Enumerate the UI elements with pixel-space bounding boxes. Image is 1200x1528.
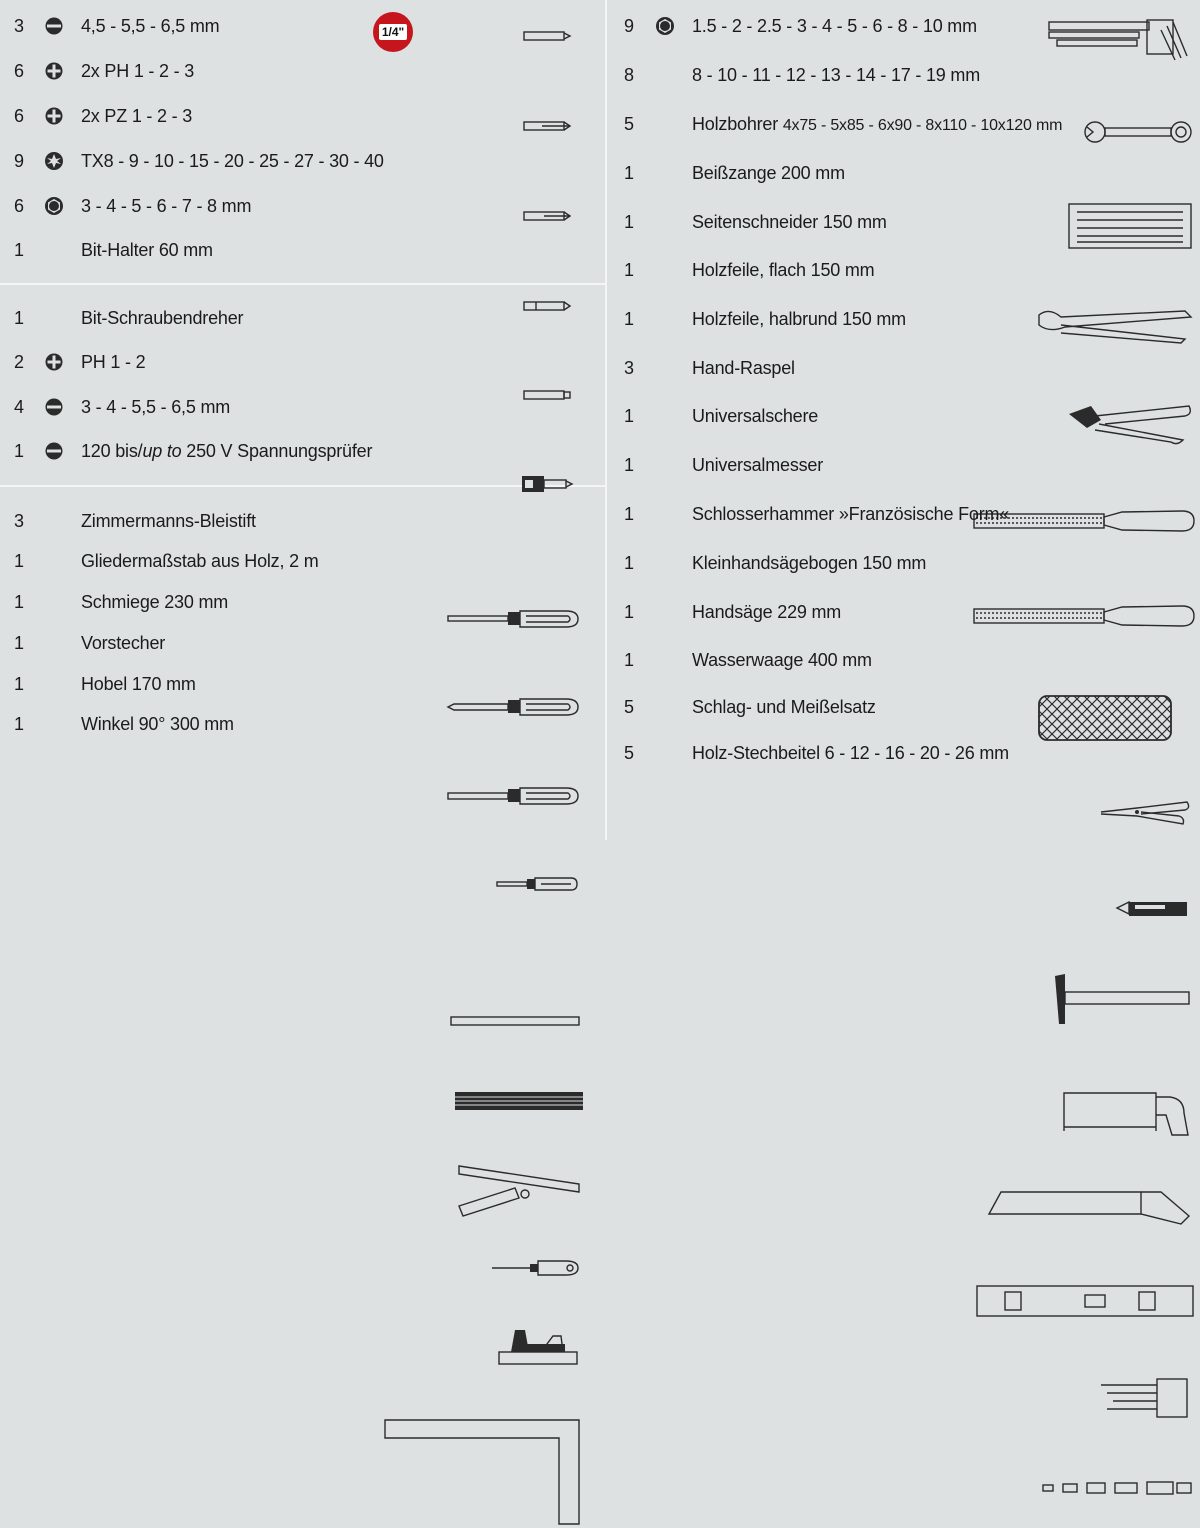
square-icon xyxy=(383,1418,583,1528)
item-label: Schlosserhammer »Französische Form« xyxy=(692,503,1010,524)
quantity: 5 xyxy=(624,696,635,717)
quantity: 3 xyxy=(624,357,635,378)
list-item xyxy=(607,155,1200,191)
item-label: 120 bis/up to 250 V Spannungsprüfer xyxy=(81,440,373,461)
list-item xyxy=(0,625,605,661)
torx-icon xyxy=(44,151,64,171)
item-label: 4,5 - 5,5 - 6,5 mm xyxy=(81,15,220,36)
quantity: 1 xyxy=(14,591,25,612)
quantity: 2 xyxy=(14,351,25,372)
list-item xyxy=(0,98,605,134)
item-label: 8 - 10 - 11 - 12 - 13 - 14 - 17 - 19 mm xyxy=(692,64,980,85)
list-item xyxy=(607,735,1200,771)
item-label: PH 1 - 2 xyxy=(81,351,146,372)
hex-icon xyxy=(655,16,675,36)
quantity: 3 xyxy=(14,15,25,36)
quantity: 9 xyxy=(624,15,635,36)
phillips-icon xyxy=(44,61,64,81)
hacksaw-icon xyxy=(1060,1087,1194,1137)
quantity: 1 xyxy=(14,713,25,734)
item-label: 2x PZ 1 - 2 - 3 xyxy=(81,105,193,126)
item-label: Schlag- und Meißelsatz xyxy=(692,696,876,717)
quantity: 1 xyxy=(624,211,635,232)
list-item xyxy=(0,584,605,620)
list-item xyxy=(607,204,1200,240)
list-item xyxy=(0,8,605,44)
quantity: 1 xyxy=(624,454,635,475)
item-label: Hand-Raspel xyxy=(692,357,795,378)
list-item xyxy=(0,344,605,380)
list-item xyxy=(607,252,1200,288)
item-label: Universalschere xyxy=(692,405,819,426)
quantity: 1 xyxy=(624,162,635,183)
plane-icon xyxy=(495,1326,581,1368)
slot-icon xyxy=(44,441,64,461)
quantity: 1 xyxy=(14,307,25,328)
item-label: 3 - 4 - 5 - 6 - 7 - 8 mm xyxy=(81,195,252,216)
handsaw-icon xyxy=(985,1188,1193,1228)
quantity: 1 xyxy=(14,673,25,694)
item-label: Beißzange 200 mm xyxy=(692,162,845,183)
list-item xyxy=(607,642,1200,678)
item-label: Kleinhandsägebogen 150 mm xyxy=(692,552,927,573)
pozidriv-icon xyxy=(44,106,64,126)
list-item xyxy=(0,666,605,702)
item-label: Schmiege 230 mm xyxy=(81,591,229,612)
quantity: 8 xyxy=(624,64,635,85)
spirit-level-icon xyxy=(975,1282,1195,1320)
utility-knife-icon xyxy=(1115,898,1191,920)
list-item xyxy=(607,447,1200,483)
item-label: 2x PH 1 - 2 - 3 xyxy=(81,60,195,81)
item-label: Vorstecher xyxy=(81,632,166,653)
screwdriver-icon xyxy=(446,785,580,807)
item-label: Seitenschneider 150 mm xyxy=(692,211,887,232)
quantity: 4 xyxy=(14,396,25,417)
chisel-punch-set-icon xyxy=(1097,1373,1193,1421)
item-label: Holzbohrer 4x75 - 5x85 - 6x90 - 8x110 - 10x120 mm xyxy=(692,113,1063,134)
list-item xyxy=(0,188,605,224)
quantity: 1 xyxy=(624,552,635,573)
list-item xyxy=(0,706,605,742)
quantity: 1 xyxy=(624,259,635,280)
list-item xyxy=(607,106,1200,142)
quantity: 1 xyxy=(14,440,25,461)
phillips-icon xyxy=(44,352,64,372)
item-label: Handsäge 229 mm xyxy=(692,601,842,622)
bit-holder-icon xyxy=(520,474,574,494)
wood-chisels-icon xyxy=(1039,1479,1195,1497)
list-item xyxy=(607,398,1200,434)
quantity: 1 xyxy=(624,405,635,426)
quantity: 6 xyxy=(14,105,25,126)
list-item xyxy=(0,389,605,425)
list-item xyxy=(607,689,1200,725)
hammer-icon xyxy=(1051,972,1193,1028)
scissors-icon xyxy=(1097,798,1193,828)
item-label: Wasserwaage 400 mm xyxy=(692,649,872,670)
quantity: 6 xyxy=(14,60,25,81)
list-item xyxy=(0,503,605,539)
quarter-inch-badge: 1/4" xyxy=(373,12,413,52)
list-item xyxy=(0,232,605,268)
list-item xyxy=(607,545,1200,581)
item-label: TX8 - 9 - 10 - 15 - 20 - 25 - 27 - 30 - 40 xyxy=(81,150,384,171)
quantity: 1 xyxy=(14,239,25,260)
bevel-icon xyxy=(455,1162,583,1220)
item-label: 1.5 - 2 - 2.5 - 3 - 4 - 5 - 6 - 8 - 10 mm xyxy=(692,15,977,36)
list-item xyxy=(607,350,1200,386)
quantity: 1 xyxy=(624,601,635,622)
list-item xyxy=(607,8,1200,44)
awl-icon xyxy=(490,1257,582,1279)
item-label: Bit-Schraubendreher xyxy=(81,307,244,328)
quantity: 5 xyxy=(624,113,635,134)
quantity: 1 xyxy=(14,632,25,653)
quantity: 1 xyxy=(624,308,635,329)
list-item xyxy=(0,143,605,179)
item-label: Holz-Stechbeitel 6 - 12 - 16 - 20 - 26 mm xyxy=(692,742,1009,763)
list-item xyxy=(0,53,605,89)
list-item xyxy=(0,543,605,579)
left-column xyxy=(0,0,605,840)
voltage-tester-icon xyxy=(495,876,579,892)
item-label: Holzfeile, halbrund 150 mm xyxy=(692,308,906,329)
list-item xyxy=(0,433,605,469)
right-column xyxy=(607,0,1200,840)
quantity: 9 xyxy=(14,150,25,171)
list-item xyxy=(607,496,1200,532)
list-item xyxy=(607,594,1200,630)
list-item xyxy=(607,301,1200,337)
quantity: 1 xyxy=(624,649,635,670)
hex-icon xyxy=(44,196,64,216)
slot-icon xyxy=(44,397,64,417)
quantity: 6 xyxy=(14,195,25,216)
item-label: Hobel 170 mm xyxy=(81,673,196,694)
slot-icon xyxy=(44,16,64,36)
list-item xyxy=(0,300,605,336)
item-label: Zimmermanns-Bleistift xyxy=(81,510,256,531)
quantity: 1 xyxy=(14,550,25,571)
bit-icon xyxy=(522,29,572,43)
folding-rule-icon xyxy=(453,1090,585,1112)
item-label: Holzfeile, flach 150 mm xyxy=(692,259,875,280)
quantity: 5 xyxy=(624,742,635,763)
list-item xyxy=(607,57,1200,93)
item-label: Universalmesser xyxy=(692,454,824,475)
hex-key-set-icon xyxy=(1047,18,1193,62)
quantity: 3 xyxy=(14,510,25,531)
quantity: 1 xyxy=(624,503,635,524)
item-label: Winkel 90° 300 mm xyxy=(81,713,234,734)
item-label: 3 - 4 - 5,5 - 6,5 mm xyxy=(81,396,231,417)
item-label: Bit-Halter 60 mm xyxy=(81,239,213,260)
item-label: Gliedermaßstab aus Holz, 2 m xyxy=(81,550,319,571)
pencil-icon xyxy=(449,1015,581,1027)
